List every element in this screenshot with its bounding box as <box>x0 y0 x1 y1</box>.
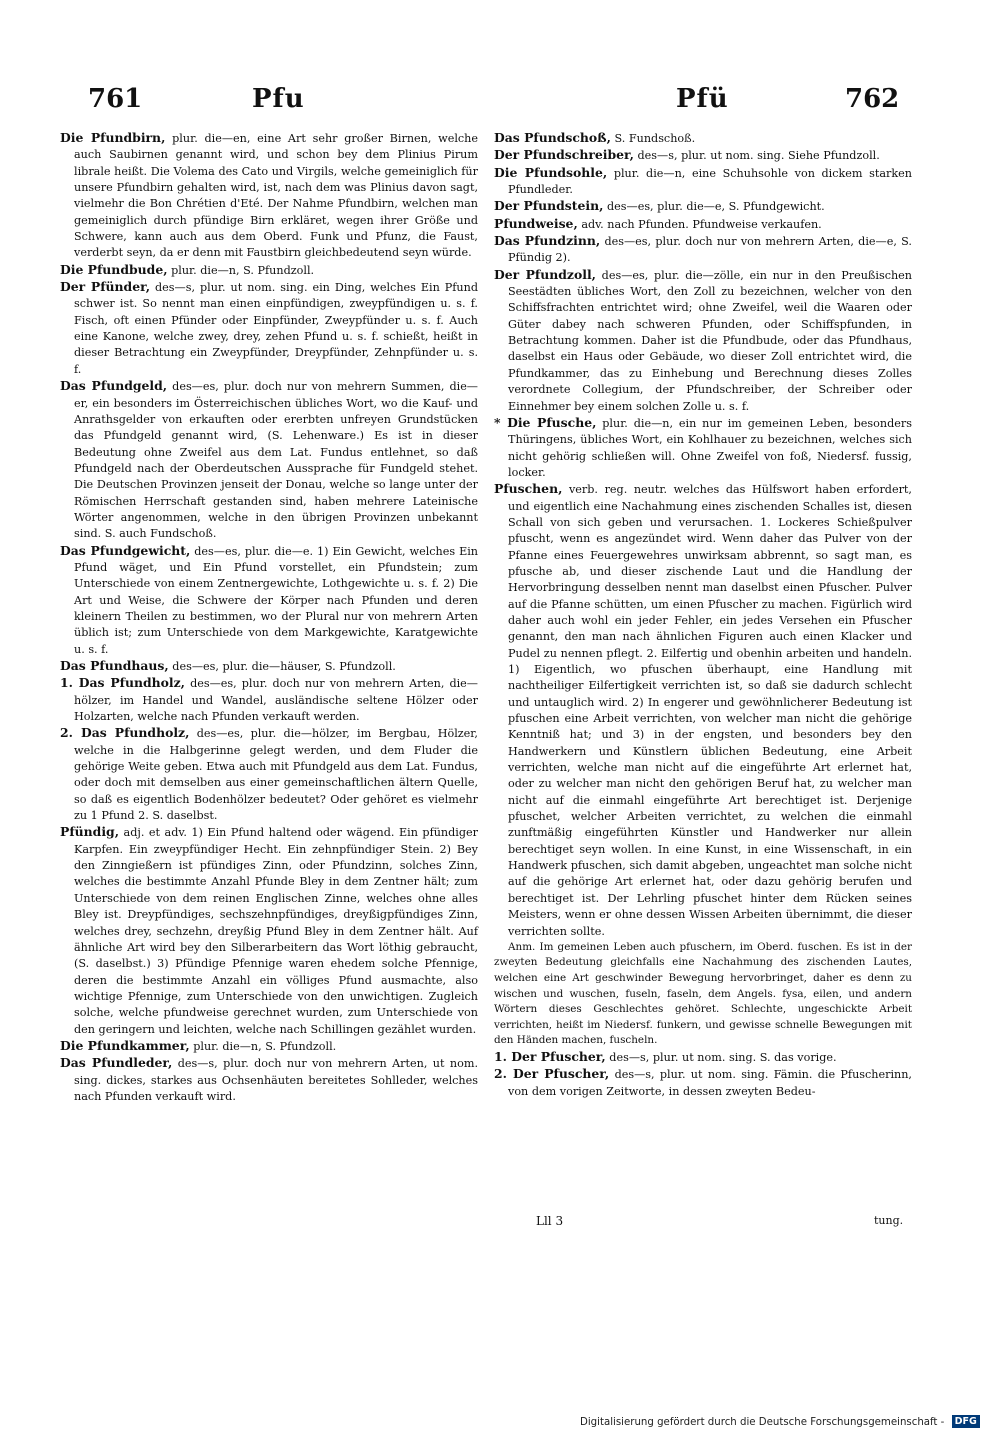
dfg-logo: DFG <box>952 1415 980 1428</box>
dictionary-entry <box>60 279 478 378</box>
entry-text: plur. die—en, eine Art sehr großer Birnen, welche auch Saubirnen genannt wird, und schon bey dem Plinius Pirum librale heißt. Die Volema des Cato und Virgils, welche gemeiniglich für unsere Pfundbirn gehalten wird, ist, nach dem was Plinius davon sagt, vielmehr die Bon Chrétien d'Eté. Der Nahme Pfundbirn, welchen man gemeiniglich durch pfündige Birn erkläret, wegen ihrer Größe und Schwere, kann auch aus dem Oberd. Funk und Pfunz, die Faust, verderbt seyn, da er denn mit Faustbirn gleichbedeutend seyn würde. <box>74 132 479 260</box>
entry-text: des—s, plur. ut nom. sing. S. das vorige. <box>609 1051 837 1064</box>
dictionary-entry <box>494 1066 912 1100</box>
dictionary-entry <box>60 130 478 262</box>
left-column <box>60 130 478 1105</box>
entry-headword: Das Pfundzinn, <box>494 233 601 249</box>
entry-text: des—s, plur. doch nur von mehrern Arten, ut nom. sing. dickes, starkes aus Ochsenhäuten bereitetes Sohlleder, welches nach Pfunden verkauft wird. <box>74 1057 478 1103</box>
dictionary-entry <box>494 1049 912 1066</box>
catchword: tung. <box>874 1214 904 1227</box>
entry-headword: Der Pfünder, <box>60 279 151 295</box>
running-head-left: Pfu <box>252 84 305 114</box>
entry-headword: Die Pfundsohle, <box>494 164 608 180</box>
entry-text: plur. die—n, ein nur im gemeinen Leben, besonders Thüringens, übliches Wort, ein Kohlhauer zu bezeichnen, welches sich nicht gehörig schließen will. Ohne Zweifel von foß, Niedersf. fussig, locker. <box>508 416 912 479</box>
entry-text: plur. die—n, eine Schuhsohle von dickem starken Pfundleder. <box>508 166 912 197</box>
entry-text: des—es, plur. die—zölle, ein nur in den Preußischen Seestädten übliches Wort, den Zoll zu bezeichnen, welcher von den Schiffsfrachten entrichtet wird; ohne Zweifel, weil die Waaren oder Güter dabey nach schweren Pfunden, oder Schiffspfunden, in Betrachtung kommen. Daher ist die Pfundbude, oder das Pfundhaus, daselbst ein Haus oder Gebäude, wo dieser Zoll entrichtet wird, die Pfundkammer, das zu Einhebung und Berechnung dieses Zolles verordnete Collegium, der Pfundschreiber, der Schreiber oder Einnehmer bey einem solchen Zolle u. s. f. <box>508 268 913 413</box>
entry-headword: Pfuschen, <box>494 481 563 497</box>
dictionary-entry <box>60 824 478 1037</box>
entry-text: des—es, plur. doch nur von mehrern Summen, die—er, ein besonders im Österreichischen übliches Wort, wo die Kauf- und Anrathsgelder von erkauften oder ererbten unfreyen Grundstücken das Pfundgeld genannt wird, (S. Lehenware.) Es ist in dieser Bedeutung ohne Zweifel aus dem Lat. Fundus entlehnet, so daß Pfundgeld nach der Oberdeutschen Aussprache für Fundgeld stehet. Die Deutschen Provinzen jenseit der Donau, welche so lange unter der Römischen Herrschaft gestanden sind, haben mehrere Lateinische Wörter angenommen, welche in den übrigen Provinzen unbekannt sind. S. auch Fundschoß. <box>74 380 478 541</box>
entry-text: des—es, plur. doch nur von mehrern Arten, die—e, S. Pfündig 2). <box>508 235 912 265</box>
dictionary-entry <box>60 1055 478 1105</box>
entry-headword: 2. Der Pfuscher, <box>494 1066 610 1082</box>
dictionary-entry <box>494 130 912 147</box>
dictionary-entry <box>494 267 912 415</box>
entry-text: des—es, plur. die—hölzer, im Bergbau, Hölzer, welche in die Halbgerinne gelegt werden, und dem Fluder die gehörige Weite geben. Etwa auch mit Pfundgeld aus dem Lat. Fundus, oder doch mit demselben aus einer gemeinschaftlichen ältern Quelle, so daß es eigentlich Bodenhölzer bedeutet? Oder gehöret es vielmehr zu 1 Pfund 2. S. daselbst. <box>74 727 478 823</box>
entry-headword: Pfundweise, <box>494 215 578 231</box>
entry-headword: Pfündig, <box>60 824 120 840</box>
entry-headword: Das Pfundhaus, <box>60 658 169 673</box>
signature-mark: Lll 3 <box>536 1214 564 1228</box>
entry-headword: 1. Das Pfundholz, <box>60 675 185 691</box>
entry-text: Anm. Im gemeinen Leben auch pfuschern, im Oberd. fuschen. Es ist in der zweyten Bedeutung gleichfalls eine Nachahmung des zischenden Lautes, welchen eine Art geschwinder Bewegung hervorbringet, daher es denn zu wischen und wuschen, fuseln, faseln, dem Angels. fysa, eilen, und andern Wörtern dieses Geschlechtes gehöret. Schlechte, ungeschickte Arbeit verrichten, heißt im Niedersf. funkern, und gewisse schnelle Bewegungen mit den Händen machen, fuscheln. <box>494 940 912 1047</box>
entry-headword: * Die Pfusche, <box>494 414 597 430</box>
entry-headword: Das Pfundschoß, <box>494 130 611 145</box>
page-header <box>0 84 1000 124</box>
dictionary-entry <box>60 658 478 675</box>
right-column <box>494 130 912 1100</box>
entry-text: des—es, plur. doch nur von mehrern Arten, die—hölzer, im Handel und Wandel, ausländische seltene Hölzer oder Holzarten, welche nach Pfunden verkauft werden. <box>74 677 478 724</box>
entry-headword: Die Pfundbude, <box>60 261 168 277</box>
entry-headword: Die Pfundbirn, <box>60 130 166 145</box>
entry-text: S. Fundschoß. <box>614 132 696 145</box>
entry-text: adj. et adv. 1) Ein Pfund haltend oder wägend. Ein pfündiger Karpfen. Ein zweypfündiger Hecht. Ein zehnpfündiger Stein. 2) Bey den Zinngießern ist pfündiges Zinn, oder Pfundzinn, solches Zinn, welches die bestimmte Anzahl Pfunde Bley in dem Zentner hält; zum Unterschiede von dem reinen Englischen Zinne, welches ohne alles Bley ist. Dreypfündiges, sechszehnpfündiges, dreyßigpfündiges Zinn, welches drey, sechzehn, dreyßig Pfund Bley in dem Zentner hält. Auf ähnliche Art wird bey den Silberarbeitern das Wort löthig gebraucht, (S. daselbst.) 3) Pfündige Pfennige waren ehedem solche Pfennige, deren die bestimmte Anzahl ein völliges Pfund ausmachte, also wichtige Pfennige, zum Unterschiede von den unwichtigen. Zugleich solche, welche pfundweise gerechnet wurden, zum Unterschiede von den geringern und leichten, welche nach Schillingen gezählet wurden. <box>74 826 478 1036</box>
entry-text: des—s, plur. ut nom. sing. Fämin. die Pfuscherinn, von dem vorigen Zeitworte, in dessen zweyten Bedeu- <box>508 1068 912 1098</box>
entry-headword: 2. Das Pfundholz, <box>60 725 190 741</box>
page-number-right: 762 <box>845 84 900 114</box>
funding-banner <box>580 1414 980 1431</box>
dictionary-entry <box>60 378 478 542</box>
entry-text: plur. die—n, S. Pfundzoll. <box>193 1039 337 1053</box>
dictionary-entry <box>60 262 478 279</box>
dictionary-entry <box>494 216 912 233</box>
dictionary-entry <box>494 481 912 940</box>
dictionary-entry <box>60 1038 478 1055</box>
entry-headword: 1. Der Pfuscher, <box>494 1049 606 1064</box>
entry-text: des—es, plur. die—e, S. Pfundgewicht. <box>606 200 825 214</box>
entry-headword: Das Pfundgewicht, <box>60 542 191 558</box>
running-head-right: Pfü <box>676 84 729 114</box>
entry-text: des—es, plur. die—häuser, S. Pfundzoll. <box>172 660 396 673</box>
entry-headword: Das Pfundleder, <box>60 1055 173 1071</box>
dictionary-entry <box>494 940 912 1049</box>
entry-text: des—es, plur. die—e. 1) Ein Gewicht, welches Ein Pfund wäget, und Ein Pfund vorstellet, ein Pfundstein; zum Unterschiede von einem Zentnergewichte, Lothgewichte u. s. f. 2) Die Art und Weise, die Schwere der Körper nach Pfunden und deren kleinern Theilen zu bestimmen, wo der Plural nur von mehrern Arten üblich ist; zum Unterschiede von dem Markgewichte, Karatgewichte u. s. f. <box>74 544 479 656</box>
dictionary-entry <box>494 415 912 481</box>
entry-text: plur. die—n, S. Pfundzoll. <box>171 263 315 277</box>
entry-text: verb. reg. neutr. welches das Hülfswort haben erfordert, und eigentlich eine Nachahmung eines zischenden Schalles ist, diesen Schall von sich geben und verursachen. 1. Lockeres Schießpulver pfuscht, wenn es angezündet wird. Wenn daher das Pulver von der Pfanne eines Feuergewehres unwirksam abbrennt, so sagt man, es pfusche ab, und dieser zischende Laut und die Handlung der Hervorbringung desselben nennt man daselbst einen Pfuscher. Pulver auf die Pfanne schütten, um einen Pfuscher zu machen. Figürlich wird daher auch wohl ein jeder Fehler, ein jedes Versehen ein Pfuscher genannt, den man nach ähnlichen Figuren auch einen Klacker und Pudel zu nennen pflegt. 2. Eilfertig und obenhin arbeiten und handeln. 1) Eigentlich, wo pfuschen überhaupt, eine Handlung mit nachtheiliger Eilfertigkeit verrichten ist, so daß sie dadurch schlecht und untauglich wird. 2) In engerer und gewöhnlicherer Bedeutung ist pfuschen eine Arbeit verrichten, von welcher man nicht die gehörige Kenntniß hat; und 3) in der engsten, und besonders bey den Handwerkern und Künstlern üblichen Bedeutung, eine Arbeit verrichten, welche man nicht auf die eingeführte Art erlernet hat, oder zu welcher man nicht den gehörigen Beruf hat, zu welcher man nicht auf die einmahl eingeführte Art berechtiget ist. Derjenige pfuschet, welcher Arbeiten verrichtet, zu welchen die einmahl zunftmäßig eingeführten Künstler und Handwerker nur allein berechtiget seyn wollen. In eine Kunst, in eine Wissenschaft, in ein Handwerk pfuschen, sich damit abgeben, ungeachtet man solche nicht auf die gehörige Art erlernet hat, oder dazu gehörig berufen und berechtiget ist. Der Lehrling pfuschet hinter dem Rücken seines Meisters, wenn er ohne dessen Wissen Arbeiten übernimmt, die dieser verrichten sollte. <box>508 483 912 938</box>
dictionary-entry <box>494 147 912 164</box>
entry-text: adv. nach Pfunden. Pfundweise verkaufen. <box>581 217 822 231</box>
dictionary-entry <box>494 233 912 267</box>
funding-text: Digitalisierung gefördert durch die Deutsche Forschungsgemeinschaft - <box>580 1417 945 1428</box>
entry-headword: Die Pfundkammer, <box>60 1037 190 1053</box>
dictionary-entry <box>60 675 478 725</box>
dictionary-entry <box>494 198 912 215</box>
dictionary-entry <box>494 165 912 199</box>
entry-headword: Der Pfundschreiber, <box>494 147 634 163</box>
dictionary-entry <box>60 725 478 824</box>
entry-headword: Der Pfundstein, <box>494 198 604 214</box>
entry-text: des—s, plur. ut nom. sing. ein Ding, welches Ein Pfund schwer ist. So nennt man einen einpfündigen, zweypfündigen u. s. f. Fisch, oft einen Pfünder oder Einpfünder, Zweypfünder u. s. f. Auch eine Kanone, welche zwey, drey, zehen Pfund u. s. f. schießt, heißt in dieser Betrachtung ein Zweypfünder, Dreypfünder, Zehnpfünder u. s. f. <box>74 281 478 376</box>
dictionary-entry <box>60 543 478 658</box>
entry-headword: Das Pfundgeld, <box>60 378 168 394</box>
entry-headword: Der Pfundzoll, <box>494 266 596 282</box>
page-number-left: 761 <box>88 84 143 114</box>
entry-text: des—s, plur. ut nom. sing. Siehe Pfundzoll. <box>637 149 880 163</box>
